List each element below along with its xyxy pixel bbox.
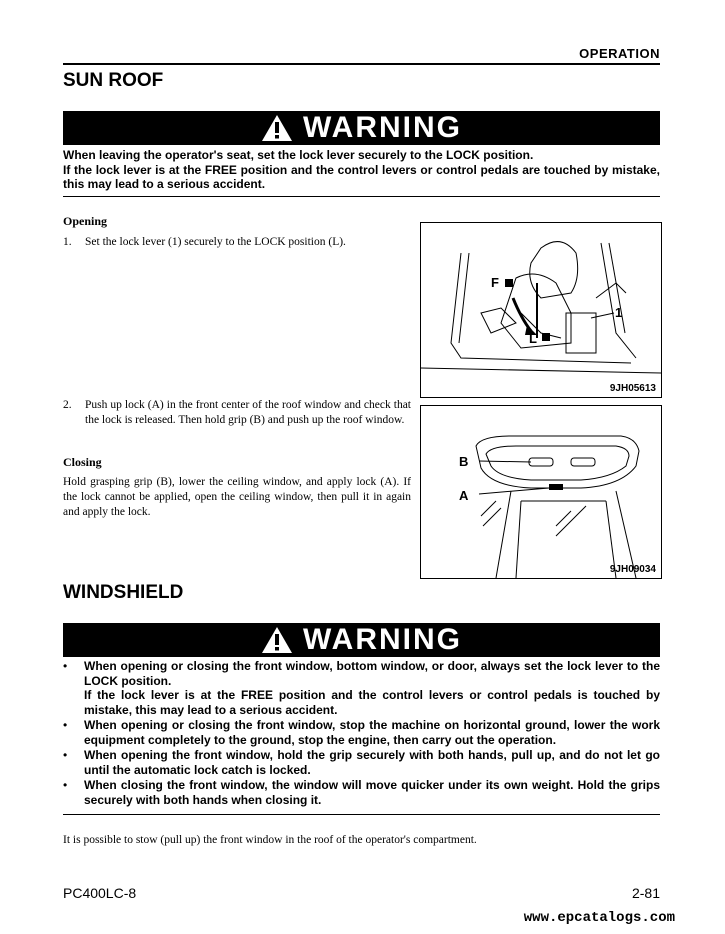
warning-line: When leaving the operator's seat, set the lock lever securely to the LOCK position. [63, 148, 534, 162]
label-b: B [459, 454, 469, 469]
sunroof-warning-text [63, 148, 660, 192]
footer-page-number: 2-81 [631, 885, 660, 901]
lock-lever-illustration [421, 223, 661, 397]
warning-label: WARNING [303, 623, 462, 656]
bullet: • [63, 718, 68, 732]
bullet: • [63, 659, 68, 673]
list-item [63, 718, 660, 747]
windshield-title: WINDSHIELD [63, 582, 184, 603]
closing-heading: Closing [63, 455, 102, 469]
step-text: Set the lock lever (1) securely to the LOCK position (L). [85, 236, 346, 248]
label-a: A [459, 488, 469, 503]
bullet: • [63, 748, 68, 762]
watermark: www.epcatalogs.com [523, 910, 675, 926]
section-label: OPERATION [579, 46, 660, 61]
list-item [63, 778, 660, 807]
windshield-warning-list [63, 659, 660, 808]
figure-caption: 9JH09034 [609, 564, 656, 575]
warning-rule [63, 814, 660, 815]
list-item-text: When opening the front window, hold the grip securely with both hands, pull up, and do not let go until the automatic lock catch is locked. [84, 748, 660, 777]
label-f: F [491, 275, 499, 290]
sunroof-title: SUN ROOF [63, 70, 164, 91]
figure-roof-window [420, 405, 662, 579]
warning-line: If the lock lever is at the FREE position and the control levers or control pedals are touched by mistake, this may lead to a serious accident. [63, 162, 660, 191]
list-item [63, 748, 660, 777]
warning-triangle-icon [261, 626, 293, 654]
figure-lock-lever [420, 222, 662, 398]
step-number: 2. [63, 399, 72, 411]
list-item [63, 659, 660, 717]
bullet: • [63, 778, 68, 792]
step-1 [63, 235, 413, 250]
warning-rule [63, 196, 660, 197]
figure-caption: 9JH05613 [609, 383, 656, 394]
footer-model: PC400LC-8 [63, 885, 137, 901]
opening-heading: Opening [63, 214, 108, 228]
header-rule [63, 63, 660, 65]
windshield-warning-banner [63, 623, 660, 657]
closing-text: Hold grasping grip (B), lower the ceiling window, and apply lock (A). If the lock cannot be applied, open the ceiling window, then pull it in again and apply the lock. [63, 476, 411, 518]
list-item-text: When opening or closing the front window, bottom window, or door, always set the lock lever to the LOCK position. [84, 659, 660, 688]
warning-label: WARNING [303, 111, 462, 144]
windshield-note: It is possible to stow (pull up) the front window in the roof of the operator's compartment. [63, 834, 477, 846]
list-item-text: When opening or closing the front window, stop the machine on horizontal ground, lower the work equipment completely to the ground, stop the engine, then carry out the operation. [84, 718, 660, 747]
sunroof-warning-banner [63, 111, 660, 145]
roof-window-illustration [421, 406, 661, 578]
warning-triangle-icon [261, 114, 293, 142]
step-2 [63, 398, 411, 428]
label-l: L [529, 331, 537, 346]
list-item-text: When closing the front window, the window will move quicker under its own weight. Hold the grips securely with both hands when closing it. [84, 778, 660, 807]
step-text: Push up lock (A) in the front center of the roof window and check that the lock is released. Then hold grip (B) and push up the roof window. [85, 399, 411, 426]
label-1: 1 [615, 305, 623, 320]
list-item-extra: If the lock lever is at the FREE position and the control levers or control pedals is touched by mistake, this may lead to a serious accident. [84, 688, 660, 717]
step-number: 1. [63, 236, 72, 248]
